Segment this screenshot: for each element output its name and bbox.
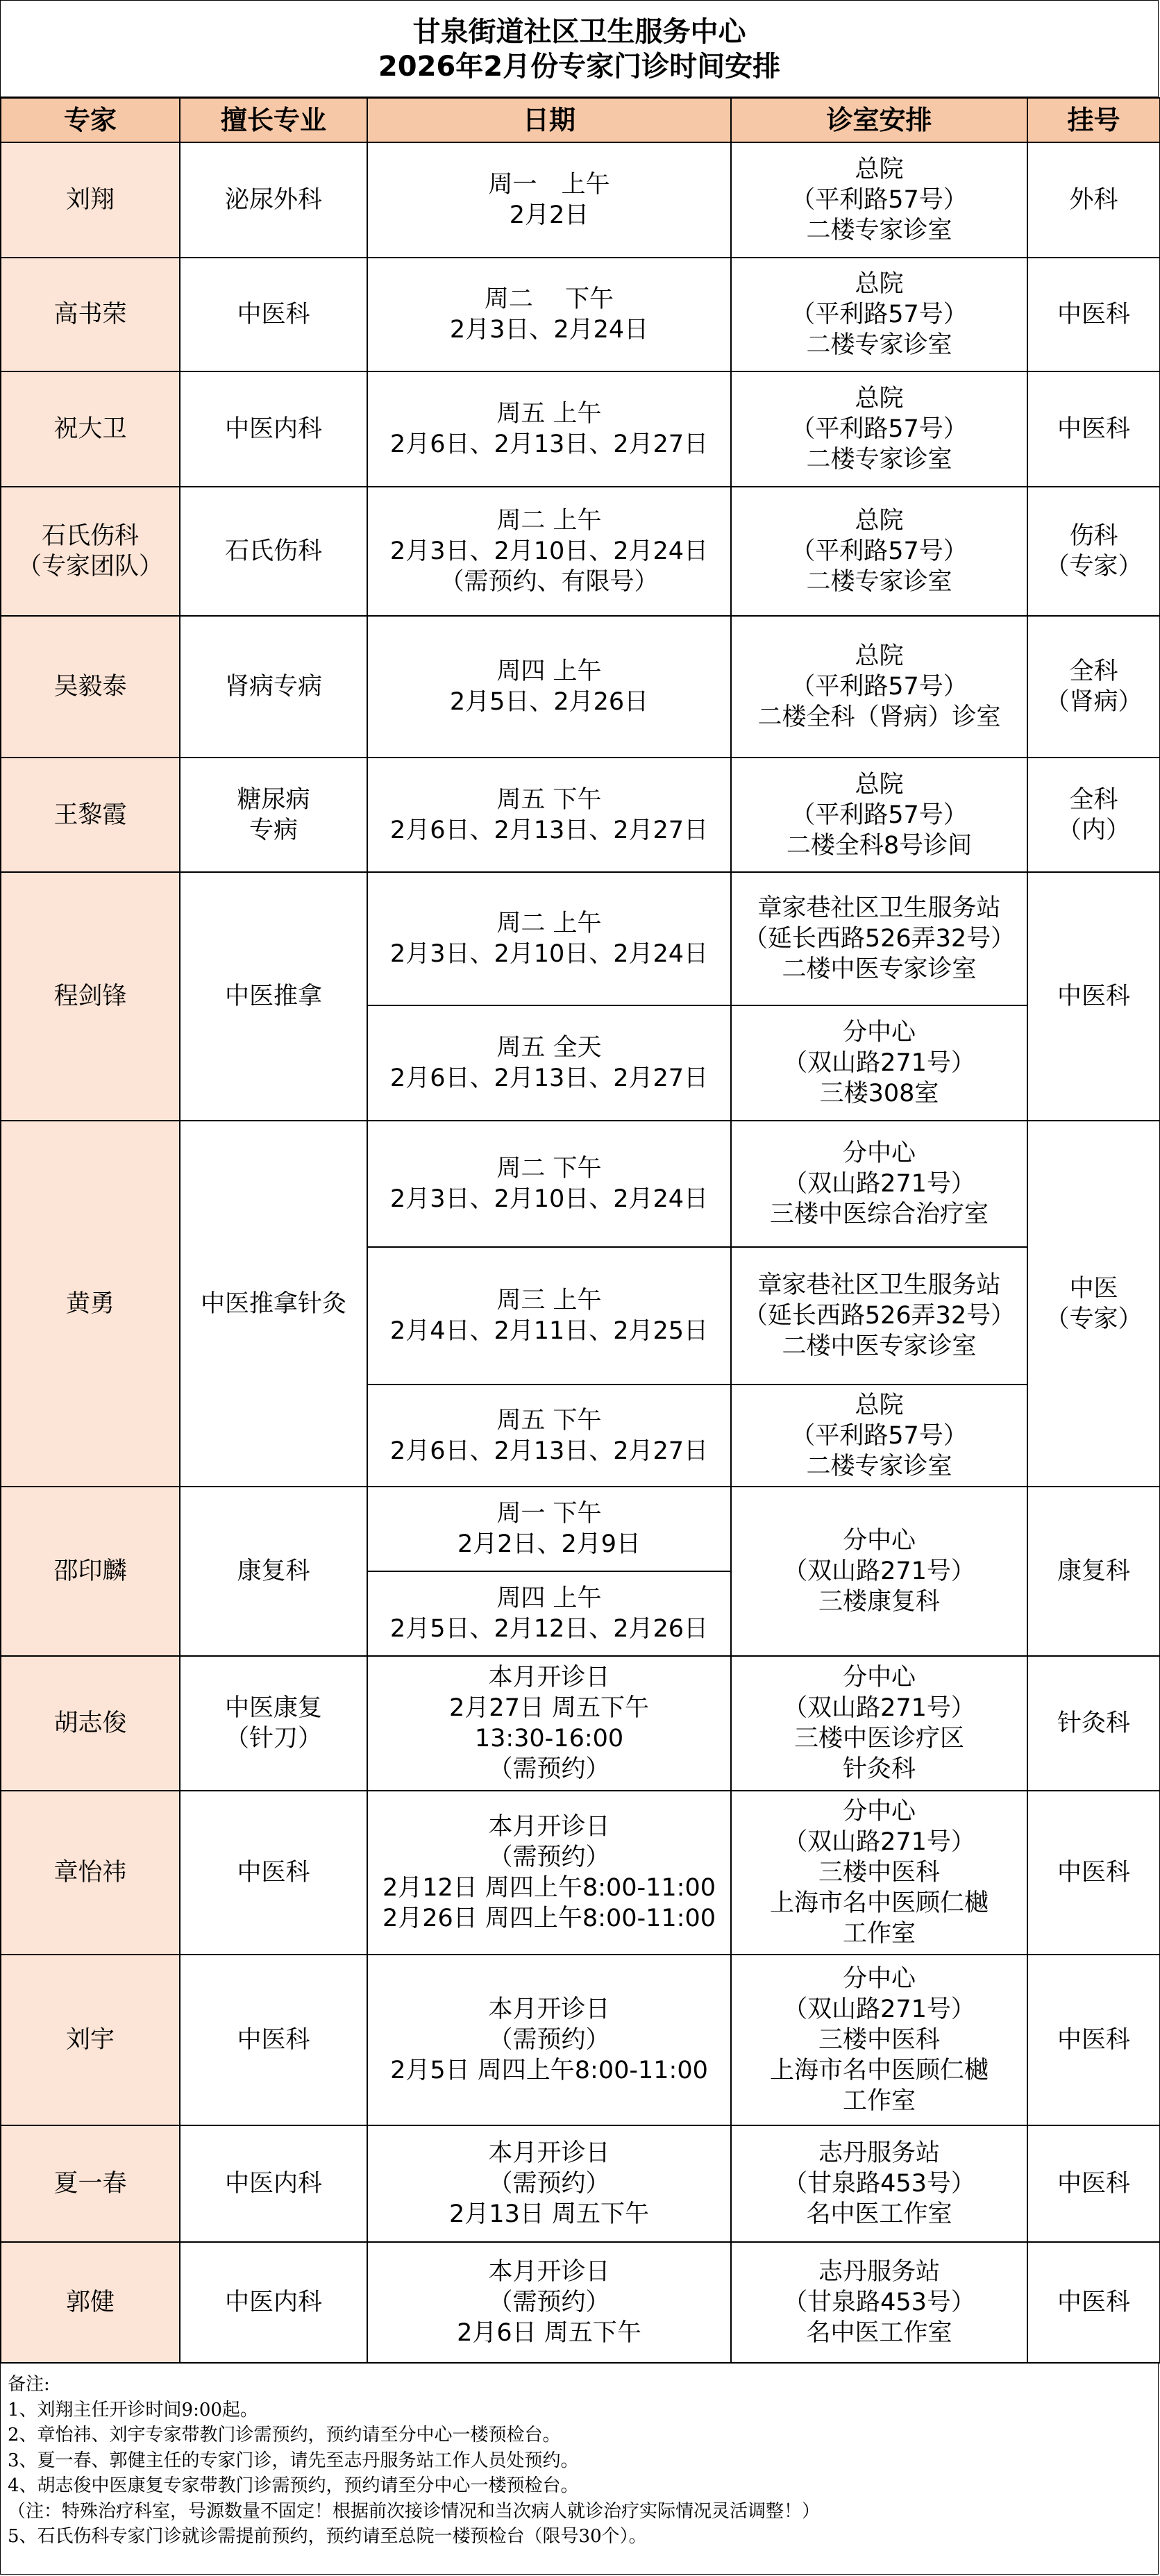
header-room: 诊室安排 (731, 98, 1027, 142)
specialty-cell: 肾病专病 (180, 616, 367, 758)
table-row (1, 1121, 1160, 1247)
room-cell: 分中心 （双山路271号） 三楼中医科 上海市名中医顾仁樾 工作室 (731, 1955, 1027, 2125)
note-item: （注：特殊治疗科室，号源数量不固定！根据前次接诊情况和当次病人就诊治疗实际情况灵活调整！） (8, 2500, 821, 2522)
specialty-cell: 中医康复 （针刀） (180, 1656, 367, 1791)
table-row (1, 758, 1160, 872)
room-cell: 总院 （平利路57号） 二楼专家诊室 (731, 142, 1027, 258)
date-cell: 周五 下午 2月6日、2月13日、2月27日 (367, 758, 731, 872)
header-register: 挂号 (1027, 98, 1160, 142)
room-cell: 总院 （平利路57号） 二楼专家诊室 (731, 371, 1027, 487)
date-cell: 本月开诊日 （需预约） 2月13日 周五下午 (367, 2125, 731, 2242)
room-cell: 总院 （平利路57号） 二楼全科8号诊间 (731, 758, 1027, 872)
expert-name: 程剑锋 (1, 872, 180, 1121)
note-item: 4、胡志俊中医康复专家带教门诊需预约，预约请至分中心一楼预检台。 (8, 2475, 579, 2496)
date-cell: 周三 上午 2月4日、2月11日、2月25日 (367, 1247, 731, 1385)
date-cell: 周二 下午 2月3日、2月10日、2月24日 (367, 1121, 731, 1247)
room-cell: 志丹服务站 （甘泉路453号） 名中医工作室 (731, 2242, 1027, 2363)
expert-name: 吴毅泰 (1, 616, 180, 758)
room-cell: 总院 （平利路57号） 二楼全科（肾病）诊室 (731, 616, 1027, 758)
expert-name: 祝大卫 (1, 371, 180, 487)
expert-name: 黄勇 (1, 1121, 180, 1487)
register-cell: 中医科 (1027, 258, 1160, 371)
table-row (1, 1791, 1160, 1955)
date-cell: 本月开诊日 （需预约） 2月12日 周四上午8:00-11:00 2月26日 周四上午8:00-11:00 (367, 1791, 731, 1955)
room-cell: 总院 （平利路57号） 二楼专家诊室 (731, 258, 1027, 371)
register-cell: 中医科 (1027, 2242, 1160, 2363)
register-cell: 中医科 (1027, 2125, 1160, 2242)
date-cell: 周四 上午 2月5日、2月12日、2月26日 (367, 1571, 731, 1656)
specialty-cell: 中医内科 (180, 2242, 367, 2363)
table-row (1, 258, 1160, 371)
date-cell: 周二 上午 2月3日、2月10日、2月24日 (367, 872, 731, 1005)
schedule-table (0, 97, 1160, 2364)
expert-name: 刘翔 (1, 142, 180, 258)
register-cell: 康复科 (1027, 1487, 1160, 1656)
room-cell: 总院 （平利路57号） 二楼专家诊室 (731, 487, 1027, 616)
date-cell: 周五 下午 2月6日、2月13日、2月27日 (367, 1385, 731, 1487)
specialty-cell: 中医推拿针灸 (180, 1121, 367, 1487)
room-cell: 分中心 （双山路271号） 三楼中医诊疗区 针灸科 (731, 1656, 1027, 1791)
note-item: 3、夏一春、郭健主任的专家门诊，请先至志丹服务站工作人员处预约。 (8, 2450, 579, 2471)
date-cell: 周二 下午 2月3日、2月24日 (367, 258, 731, 371)
header-expert: 专家 (1, 98, 180, 142)
room-cell: 志丹服务站 （甘泉路453号） 名中医工作室 (731, 2125, 1027, 2242)
date-cell: 周五 全天 2月6日、2月13日、2月27日 (367, 1005, 731, 1121)
table-row (1, 872, 1160, 1005)
date-cell: 周四 上午 2月5日、2月26日 (367, 616, 731, 758)
register-cell: 中医科 (1027, 872, 1160, 1121)
specialty-cell: 中医内科 (180, 371, 367, 487)
expert-name: 郭健 (1, 2242, 180, 2363)
notes-section (0, 2362, 1159, 2575)
note-item: 2、章怡祎、刘宇专家带教门诊需预约，预约请至分中心一楼预检台。 (8, 2425, 561, 2445)
note-item: 5、石氏伤科专家门诊就诊需提前预约，预约请至总院一楼预检台（限号30个）。 (8, 2526, 647, 2547)
specialty-cell: 石氏伤科 (180, 487, 367, 616)
register-cell: 中医科 (1027, 1955, 1160, 2125)
specialty-cell: 中医内科 (180, 2125, 367, 2242)
specialty-cell: 泌尿外科 (180, 142, 367, 258)
register-cell: 中医科 (1027, 371, 1160, 487)
register-cell: 伤科 （专家） (1027, 487, 1160, 616)
date-cell: 周五 上午 2月6日、2月13日、2月27日 (367, 371, 731, 487)
table-row (1, 1487, 1160, 1571)
table-row (1, 371, 1160, 487)
date-cell: 周一 下午 2月2日、2月9日 (367, 1487, 731, 1571)
date-cell: 周一 上午 2月2日 (367, 142, 731, 258)
expert-name: 邵印麟 (1, 1487, 180, 1656)
header-date: 日期 (367, 98, 731, 142)
date-cell: 本月开诊日 （需预约） 2月5日 周四上午8:00-11:00 (367, 1955, 731, 2125)
header-specialty: 擅长专业 (180, 98, 367, 142)
register-cell: 外科 (1027, 142, 1160, 258)
room-cell: 分中心 （双山路271号） 三楼中医综合治疗室 (731, 1121, 1027, 1247)
date-cell: 本月开诊日 2月27日 周五下午 13:30-16:00 （需预约） (367, 1656, 731, 1791)
room-cell: 分中心 （双山路271号） 三楼308室 (731, 1005, 1027, 1121)
notes-heading: 备注: (8, 2374, 50, 2395)
date-cell: 周二 上午 2月3日、2月10日、2月24日 （需预约、有限号） (367, 487, 731, 616)
note-item: 1、刘翔主任开诊时间9:00起。 (8, 2399, 258, 2420)
room-cell: 章家巷社区卫生服务站 （延长西路526弄32号） 二楼中医专家诊室 (731, 1247, 1027, 1385)
table-row (1, 487, 1160, 616)
expert-name: 王黎霞 (1, 758, 180, 872)
table-row (1, 2125, 1160, 2242)
expert-name: 高书荣 (1, 258, 180, 371)
table-row (1, 616, 1160, 758)
page-subtitle: 2026年2月份专家门诊时间安排 (378, 51, 781, 83)
expert-name: 胡志俊 (1, 1656, 180, 1791)
room-cell: 总院 （平利路57号） 二楼专家诊室 (731, 1385, 1027, 1487)
register-cell: 全科 （肾病） (1027, 616, 1160, 758)
specialty-cell: 糖尿病 专病 (180, 758, 367, 872)
room-cell: 分中心 （双山路271号） 三楼中医科 上海市名中医顾仁樾 工作室 (731, 1791, 1027, 1955)
date-cell: 本月开诊日 （需预约） 2月6日 周五下午 (367, 2242, 731, 2363)
specialty-cell: 中医科 (180, 1955, 367, 2125)
specialty-cell: 中医科 (180, 1791, 367, 1955)
register-cell: 中医 （专家） (1027, 1121, 1160, 1487)
header-row (1, 98, 1160, 142)
expert-name: 石氏伤科 （专家团队） (1, 487, 180, 616)
specialty-cell: 中医推拿 (180, 872, 367, 1121)
page-title: 甘泉街道社区卫生服务中心 (412, 16, 746, 48)
register-cell: 全科 （内） (1027, 758, 1160, 872)
specialty-cell: 中医科 (180, 258, 367, 371)
expert-name: 刘宇 (1, 1955, 180, 2125)
register-cell: 中医科 (1027, 1791, 1160, 1955)
expert-name: 章怡祎 (1, 1791, 180, 1955)
register-cell: 针灸科 (1027, 1656, 1160, 1791)
table-row (1, 142, 1160, 258)
title-block (0, 0, 1159, 97)
room-cell: 章家巷社区卫生服务站 （延长西路526弄32号） 二楼中医专家诊室 (731, 872, 1027, 1005)
table-row (1, 2242, 1160, 2363)
room-cell: 分中心 （双山路271号） 三楼康复科 (731, 1487, 1027, 1656)
specialty-cell: 康复科 (180, 1487, 367, 1656)
table-row (1, 1656, 1160, 1791)
expert-name: 夏一春 (1, 2125, 180, 2242)
table-row (1, 1955, 1160, 2125)
